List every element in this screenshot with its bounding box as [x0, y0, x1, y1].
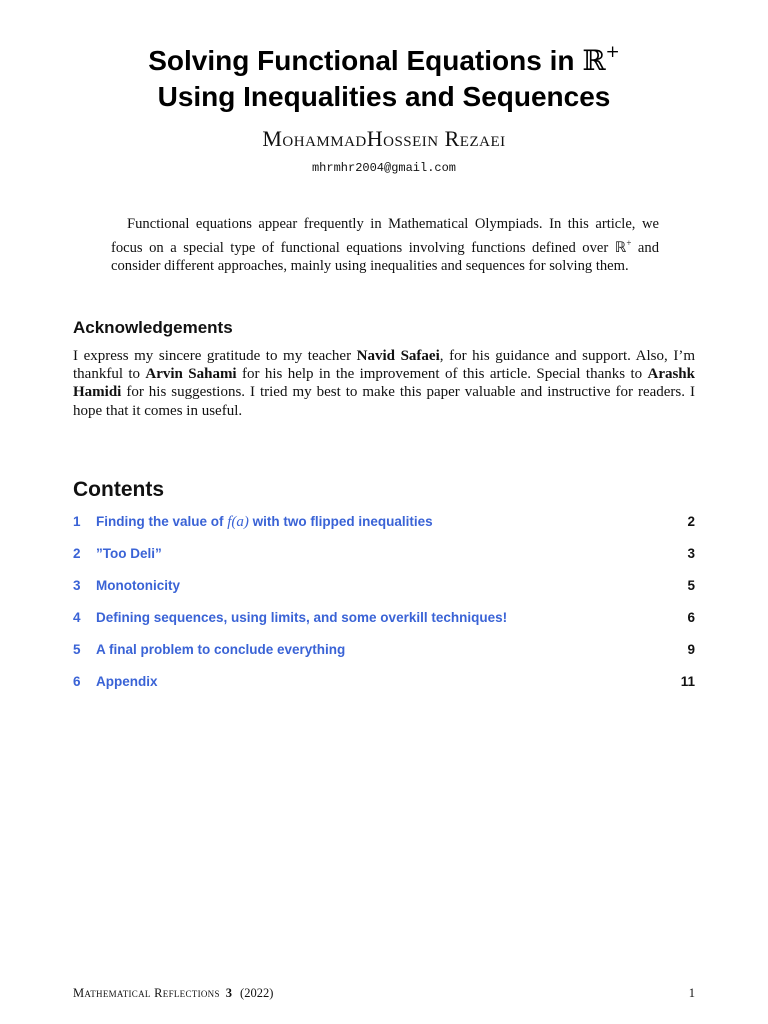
acknowledgements-heading: Acknowledgements	[73, 318, 233, 337]
ack-text-4: for his suggestions. I tried my best to make this paper valuable and instructive for readers. I hope that it comes in useful.	[73, 384, 695, 419]
footer-year: (2022)	[240, 986, 274, 1000]
toc-entry-number: 5	[73, 642, 81, 657]
abstract-paragraph	[111, 215, 659, 275]
toc-entry-math: f(a)	[227, 514, 249, 530]
title-superscript: +	[605, 42, 620, 62]
toc-entry-2[interactable]	[73, 546, 695, 578]
toc-entry-title[interactable]: Monotonicity	[96, 578, 180, 593]
title-line-1	[60, 34, 708, 79]
table-of-contents	[73, 514, 695, 706]
abstract	[111, 215, 659, 275]
footer-volume: 3	[225, 986, 233, 1000]
toc-entry-title[interactable]: A final problem to conclude everything	[96, 642, 346, 657]
ack-name-arvin: Arvin Sahami	[145, 366, 237, 383]
abstract-text-1: Functional equations appear frequently in Mathematical Olympiads. In this article, we focus on a special type of functional equations involving functions defined over	[111, 216, 659, 256]
toc-entry-title-part: Finding the value of	[96, 514, 228, 529]
acknowledgements-paragraph	[73, 347, 695, 420]
page-footer	[73, 986, 695, 1001]
title-line-2: Using Inequalities and Sequences	[157, 81, 611, 112]
toc-entry-number: 4	[73, 610, 81, 625]
footer-citation	[73, 986, 273, 1001]
footer-journal: Mathematical Reflections	[73, 986, 220, 1000]
toc-entry-page: 9	[687, 642, 695, 657]
toc-entry-5[interactable]	[73, 642, 695, 674]
paper-title	[60, 34, 708, 115]
author-email[interactable]: mhrmhr2004@gmail.com	[311, 161, 457, 175]
ack-text-3: for his help in the improvement of this article. Special thanks to	[236, 366, 648, 383]
abstract-superscript: +	[626, 237, 632, 248]
ack-text-1: I express my sincere gratitude to my teacher	[73, 348, 357, 364]
toc-entry-title[interactable]: Defining sequences, using limits, and some overkill techniques!	[96, 610, 508, 625]
contents-heading: Contents	[73, 478, 164, 501]
toc-entry-number: 3	[73, 578, 81, 593]
toc-entry-1[interactable]	[73, 514, 695, 546]
toc-entry-title[interactable]: Appendix	[96, 674, 158, 689]
toc-entry-page: 11	[680, 674, 695, 689]
author-name: MohammadHossein Rezaei	[262, 126, 506, 151]
toc-entry-page: 2	[687, 514, 695, 529]
toc-entry-number: 6	[73, 674, 81, 689]
ack-text-2: , for his guidance and support. Also, I’m thankful to	[73, 348, 696, 383]
toc-entry-title-part: with two flipped inequalities	[248, 514, 433, 529]
title-line-1-text: Solving Functional Equations in	[148, 45, 583, 76]
toc-entry-title[interactable]	[96, 514, 687, 531]
toc-entry-number: 1	[73, 514, 81, 529]
toc-entry-page: 6	[687, 610, 695, 625]
title-real-symbol: ℝ	[582, 44, 606, 77]
abstract-text-2: and consider different approaches, mainly using inequalities and sequences for solving them.	[111, 239, 659, 274]
toc-entry-6[interactable]	[73, 674, 695, 706]
toc-entry-3[interactable]	[73, 578, 695, 610]
page-number: 1	[688, 986, 695, 1000]
abstract-real-symbol: ℝ	[614, 239, 627, 256]
toc-entry-4[interactable]	[73, 610, 695, 642]
toc-entry-title[interactable]: ”Too Deli”	[96, 546, 162, 561]
toc-entry-number: 2	[73, 546, 81, 561]
toc-entry-page: 3	[687, 546, 695, 561]
ack-name-arashk: Arashk Hamidi	[73, 366, 695, 401]
ack-name-navid: Navid Safaei	[356, 348, 440, 364]
toc-entry-page: 5	[687, 578, 695, 593]
